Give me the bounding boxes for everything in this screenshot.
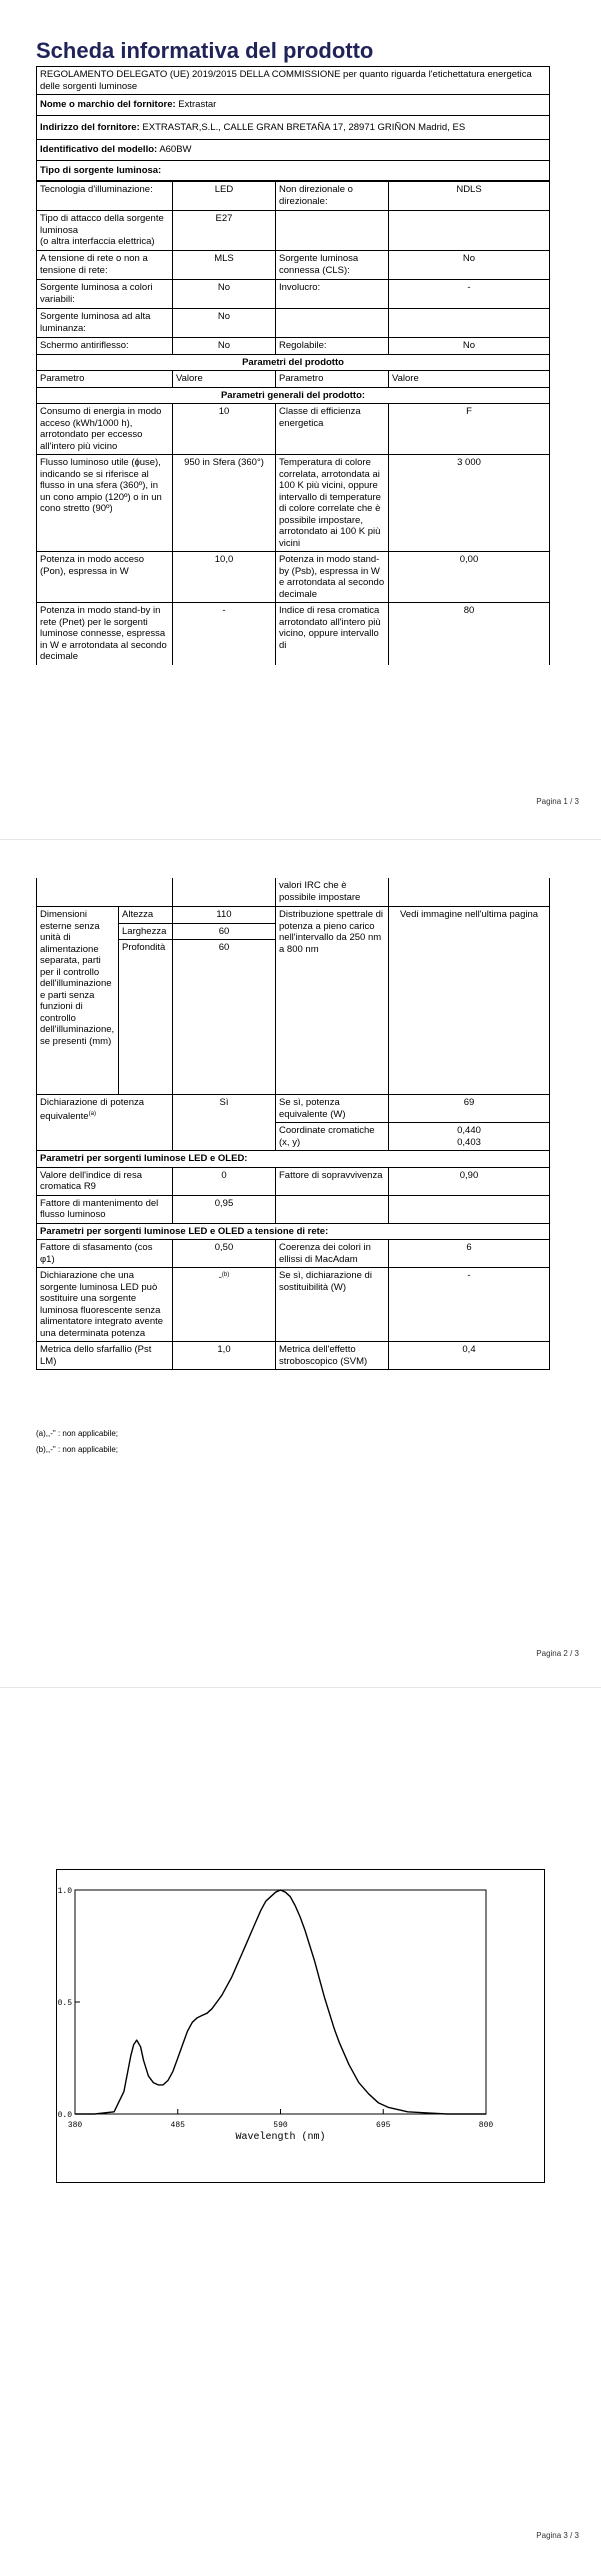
dim-name: Altezza [119, 907, 173, 924]
param-value: - [218, 1272, 222, 1284]
param-label: Coerenza dei colori in ellissi di MacAdam [276, 1240, 389, 1268]
type-value: No [173, 309, 276, 338]
footnote-b: (b),,-" : non applicabile; [36, 1445, 118, 1454]
column-header: Valore [389, 371, 550, 388]
type-label: Tecnologia d'illuminazione: [37, 182, 173, 211]
dim-value: 110 [173, 907, 276, 924]
model-label: Identificativo del modello: [40, 144, 158, 155]
type-label: Sorgente luminosa connessa (CLS): [276, 251, 389, 280]
general-heading: Parametri generali del prodotto: [37, 387, 550, 404]
param-row [37, 603, 550, 665]
type-label: Schermo antiriflesso: [37, 338, 173, 355]
empty-cell [389, 878, 550, 907]
type-value: No [173, 338, 276, 355]
param-row [37, 1167, 550, 1195]
param-row [37, 552, 550, 603]
source-type-table [36, 181, 550, 665]
spd-value: Vedi immagine nell'ultima pagina [389, 907, 550, 1095]
param-value [389, 1195, 550, 1223]
cont-row [37, 878, 550, 907]
param-label: Consumo di energia in modo acceso (kWh/1000 h), arrotondato per eccesso all'intero più vicino [37, 404, 173, 455]
chroma-values [389, 1123, 550, 1151]
column-header: Valore [173, 371, 276, 388]
cont-text: valori IRC che è possibile impostare [276, 878, 389, 907]
led-heading: Parametri per sorgenti luminose LED e OLED: [37, 1151, 550, 1168]
param-value-cell [173, 1268, 276, 1342]
dim-name: Larghezza [119, 923, 173, 940]
source-type-heading: Tipo di sorgente luminosa: [36, 161, 550, 182]
param-value: - [173, 603, 276, 665]
param-value: 0,95 [173, 1195, 276, 1223]
param-value: - [389, 1268, 550, 1342]
param-row [37, 455, 550, 552]
param-label: Potenza in modo stand-by in rete (Pnet) per le sorgenti luminose connesse, espressa in W e arrotondata al secondo decimale [37, 603, 173, 665]
address-label: Indirizzo del fornitore: [40, 121, 140, 133]
type-label: Regolabile: [276, 338, 389, 355]
x-tick-label: 695 [376, 2121, 391, 2130]
page-2 [0, 848, 601, 1678]
equiv-footnote-ref: (a) [88, 1110, 96, 1117]
mains-heading: Parametri per sorgenti luminose LED e OLED a tensione di rete: [37, 1223, 550, 1240]
type-label: Sorgente luminosa a colori variabili: [37, 280, 173, 309]
equiv-value: Sì [173, 1095, 276, 1151]
info-table [36, 66, 550, 665]
column-header-row [37, 371, 550, 388]
param-label: Potenza in modo stand-by (Psb), espressa in W e arrotondata al secondo decimale [276, 552, 389, 603]
param-label: Classe di efficienza energetica [276, 404, 389, 455]
plot-area [75, 1890, 486, 2114]
param-value: 3 000 [389, 455, 550, 552]
param-label: Fattore di mantenimento del flusso luminoso [37, 1195, 173, 1223]
param-value: 0,4 [389, 1342, 550, 1370]
page-number: Pagina 3 / 3 [536, 2531, 579, 2540]
param-label: Metrica dell'effetto stroboscopico (SVM) [276, 1342, 389, 1370]
page-divider [0, 1687, 601, 1688]
page-number: Pagina 2 / 3 [536, 1649, 579, 1658]
page-title: Scheda informativa del prodotto [36, 38, 374, 63]
type-row [37, 211, 550, 251]
param-value: 10 [173, 404, 276, 455]
param-label: Potenza in modo acceso (Pon), espressa in W [37, 552, 173, 603]
y-tick-label: 1.0 [57, 1887, 72, 1896]
param-label: Indice di resa cromatica arrotondato all'intero più vicino, oppure intervallo di [276, 603, 389, 665]
dim-value: 60 [173, 923, 276, 940]
type-value: E27 [173, 211, 276, 251]
param-value: 0,00 [389, 552, 550, 603]
equiv-w-value: 69 [389, 1095, 550, 1123]
x-tick-label: 800 [478, 2121, 494, 2130]
type-label: Tipo di attacco della sorgente luminosa (o altra interfaccia elettrica) [37, 211, 173, 251]
type-row [37, 338, 550, 355]
supplier-row [36, 95, 550, 116]
spectrum-chart-frame [56, 1869, 545, 2183]
supplier-label: Nome o marchio del fornitore: [40, 99, 176, 110]
type-label: Sorgente luminosa ad alta luminanza: [37, 309, 173, 338]
params-heading: Parametri del prodotto [37, 354, 550, 371]
param-value: 0,90 [389, 1167, 550, 1195]
type-label: Involucro: [276, 280, 389, 309]
spectrum-line [75, 1890, 486, 2114]
type-value [389, 309, 550, 338]
footnote-ref: (b) [221, 1272, 230, 1278]
x-axis-label: Wavelength (nm) [235, 2132, 326, 2143]
type-value: MLS [173, 251, 276, 280]
param-value: 0,50 [173, 1240, 276, 1268]
y-tick-label: 0.0 [57, 2111, 72, 2120]
param-label [276, 1195, 389, 1223]
chroma-y: 0,403 [457, 1136, 481, 1148]
param-label: Dichiarazione che una sorgente luminosa LED può sostituire una sorgente luminosa fluorescente senza alimentatore integrato avente una determinata potenza [37, 1268, 173, 1342]
type-value: No [389, 251, 550, 280]
info-table-continued [36, 878, 550, 1370]
regulation-text: REGOLAMENTO DELEGATO (UE) 2019/2015 DELLA COMMISSIONE per quanto riguarda l'etichettatura energetica delle sorgenti luminose [36, 67, 550, 95]
type-value: LED [173, 182, 276, 211]
param-value: F [389, 404, 550, 455]
empty-cell [173, 878, 276, 907]
param-value: 6 [389, 1240, 550, 1268]
param-row [37, 1195, 550, 1223]
general-heading-row [37, 387, 550, 404]
chroma-label: Coordinate cromatiche (x, y) [276, 1123, 389, 1151]
type-value: - [389, 280, 550, 309]
equiv-row [37, 1095, 550, 1123]
dim-name: Profondità [119, 940, 173, 1095]
param-row [37, 1268, 550, 1342]
page-divider [0, 839, 601, 840]
type-label [276, 309, 389, 338]
param-value: 1,0 [173, 1342, 276, 1370]
param-label: Se sì, dichiarazione di sostituibilità (W) [276, 1268, 389, 1342]
footnote-a: (a),,-" : non applicabile; [36, 1429, 118, 1438]
x-tick-label: 485 [170, 2121, 185, 2130]
param-row [37, 1240, 550, 1268]
type-row [37, 280, 550, 309]
equiv-cell [37, 1095, 173, 1151]
type-label: A tensione di rete o non a tensione di rete: [37, 251, 173, 280]
type-row [37, 309, 550, 338]
column-header: Parametro [276, 371, 389, 388]
param-label: Flusso luminoso utile (ɸuse), indicando se si riferisce al flusso in una sfera (360º), in un cono ampio (120º) o in un cono stretto (90º) [37, 455, 173, 552]
column-header: Parametro [37, 371, 173, 388]
param-row [37, 1342, 550, 1370]
param-value: 10,0 [173, 552, 276, 603]
chroma-x: 0,440 [457, 1125, 481, 1136]
type-value: No [389, 338, 550, 355]
type-label [276, 211, 389, 251]
equiv-w-label: Se sì, potenza equivalente (W) [276, 1095, 389, 1123]
param-label: Fattore di sfasamento (cos φ1) [37, 1240, 173, 1268]
type-row [37, 251, 550, 280]
type-value: NDLS [389, 182, 550, 211]
page-number: Pagina 1 / 3 [536, 797, 579, 806]
type-label: Non direzionale o direzionale: [276, 182, 389, 211]
param-label: Fattore di sopravvivenza [276, 1167, 389, 1195]
continued-table [36, 878, 550, 1370]
dim-row [37, 907, 550, 924]
address-row [36, 116, 550, 141]
dim-value: 60 [173, 940, 276, 1095]
type-row [37, 182, 550, 211]
model-row [36, 140, 550, 161]
spd-label: Distribuzione spettrale di potenza a pieno carico nell'intervallo da 250 nm a 800 nm [276, 907, 389, 1095]
dim-label: Dimensioni esterne senza unità di alimentazione separata, parti per il controllo dell'illuminazione e parti senza funzioni di controllo dell'illuminazione, se presenti (mm) [37, 907, 119, 1095]
type-value [389, 211, 550, 251]
empty-cell [37, 878, 173, 907]
param-value: 0 [173, 1167, 276, 1195]
page-1 [0, 0, 601, 830]
spectrum-chart [57, 1870, 544, 2182]
param-label: Valore dell'indice di resa cromatica R9 [37, 1167, 173, 1195]
param-row [37, 404, 550, 455]
supplier-value: Extrastar [178, 99, 217, 110]
param-label: Metrica dello sfarfallio (Pst LM) [37, 1342, 173, 1370]
param-value: 950 in Sfera (360°) [173, 455, 276, 552]
x-tick-label: 590 [273, 2121, 288, 2130]
type-value: No [173, 280, 276, 309]
equiv-label: Dichiarazione di potenza equivalente [40, 1097, 145, 1122]
mains-heading-row [37, 1223, 550, 1240]
address-value: EXTRASTAR,S.L., CALLE GRAN BRETAÑA 17, 28971 GRIÑON Madrid, ES [142, 121, 466, 133]
params-heading-row [37, 354, 550, 371]
led-heading-row [37, 1151, 550, 1168]
y-tick-label: 0.5 [57, 1999, 72, 2008]
x-tick-label: 380 [67, 2121, 83, 2130]
param-value: 80 [389, 603, 550, 665]
model-value: A60BW [159, 144, 192, 155]
param-label: Temperatura di colore correlata, arrotondata ai 100 K più vicini, oppure intervallo di temperature di colore correlate che è possibile impostare, arrotondato ai 100 K più vicini [276, 455, 389, 552]
